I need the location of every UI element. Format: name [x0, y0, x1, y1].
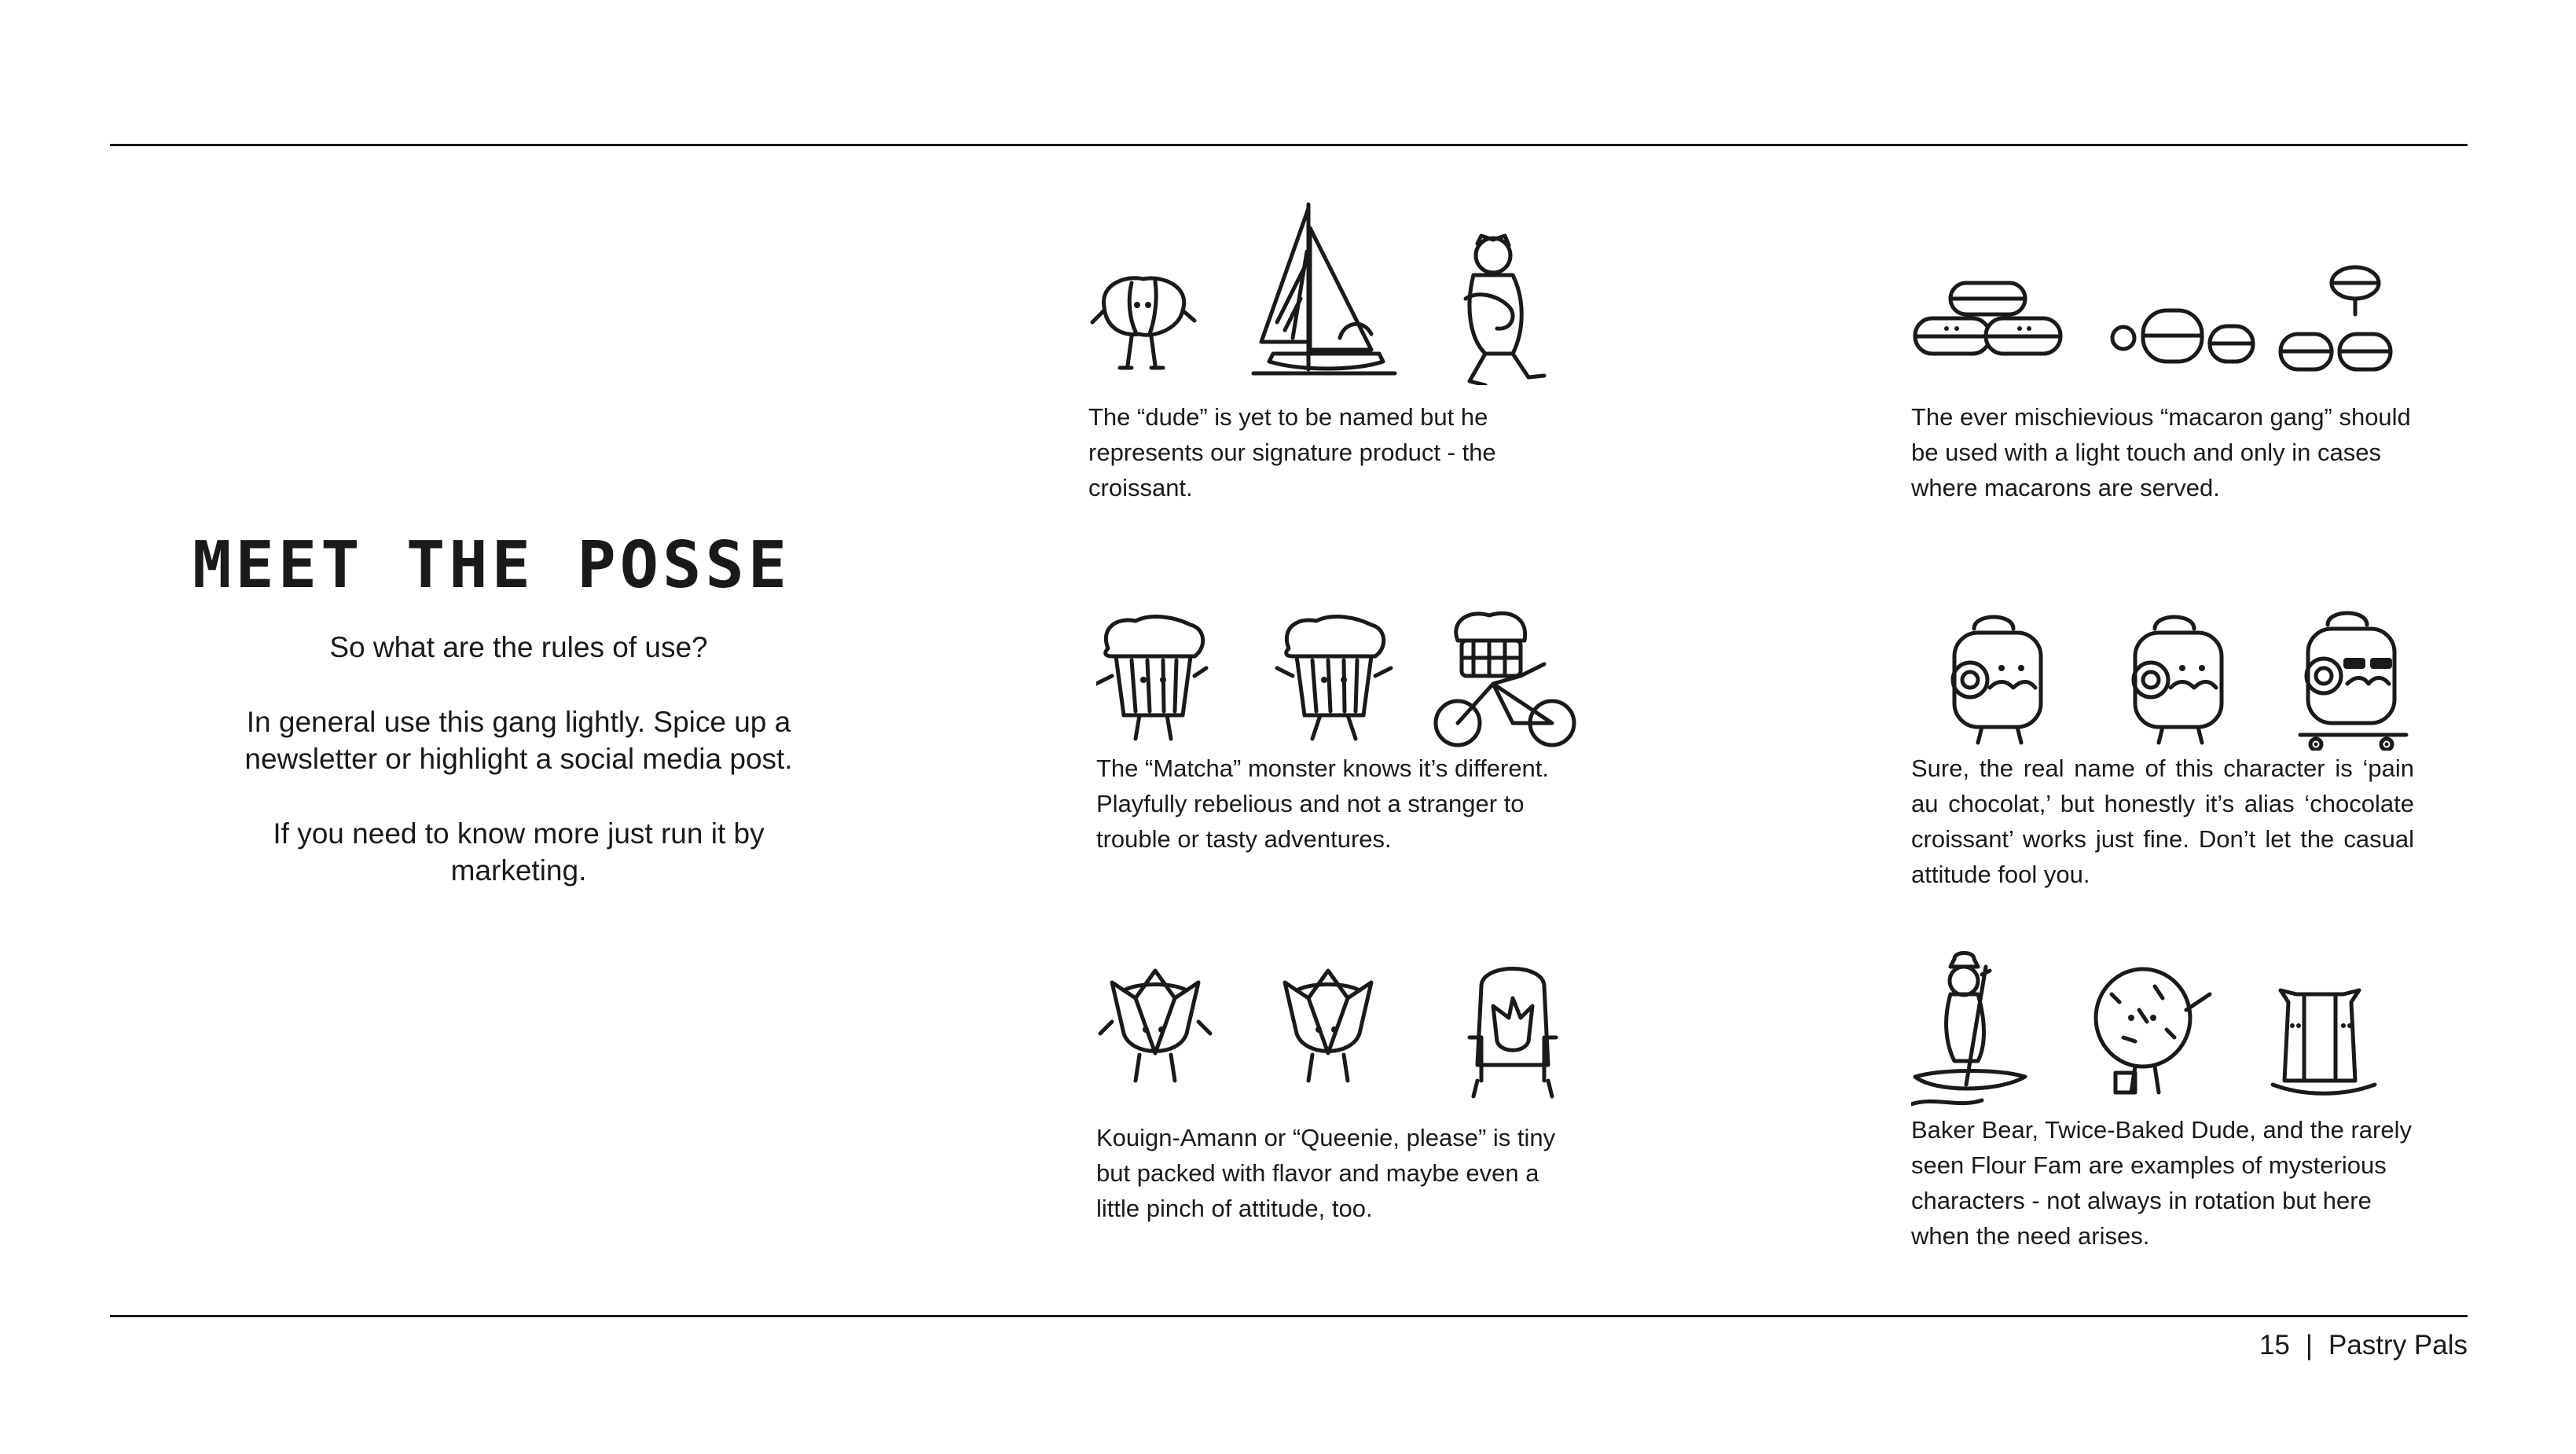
baker-bear-character-art: [1911, 947, 2414, 1112]
mysterious-caption: Baker Bear, Twice-Baked Dude, and the rarely seen Flour Fam are examples of mysterious characters - not always in rotation but here when the need arises.: [1911, 1116, 2412, 1250]
intro-guidance: In general use this gang lightly. Spice up a newsletter or highlight a social media post.: [244, 706, 793, 775]
macaron-character-icon: [1911, 196, 2414, 385]
croissant-character-art: [1088, 196, 1583, 385]
top-rule: [110, 144, 2468, 146]
croissant-character-icon: [1088, 196, 1583, 385]
character-card-croissant: [1088, 196, 1583, 505]
pain-au-chocolat-character-art: [1911, 605, 2414, 751]
character-card-kouign-amann: [1096, 963, 1583, 1226]
macaron-character-art: [1911, 196, 2414, 385]
kouign-amann-character-icon: [1096, 963, 1583, 1112]
page-footer: [2259, 1330, 2468, 1361]
footer-separator: |: [2305, 1330, 2313, 1360]
page-heading: MEET THE POSSE: [193, 528, 791, 603]
matcha-muffin-character-art: [1096, 605, 1583, 751]
page-number: 15: [2259, 1330, 2290, 1360]
croissant-caption: The “dude” is yet to be named but he represents our signature product - the croissant.: [1088, 403, 1496, 501]
intro-question: So what are the rules of use?: [329, 631, 708, 663]
character-card-matcha: [1096, 605, 1583, 857]
character-card-pain-au-chocolat: [1911, 605, 2414, 892]
character-card-mysterious: [1911, 947, 2414, 1254]
intro-text: [244, 629, 794, 927]
intro-marketing: If you need to know more just run it by marketing.: [273, 817, 765, 887]
macaron-caption: The ever mischievious “macaron gang” should be used with a light touch and only in cases where macarons are served.: [1911, 403, 2411, 501]
character-card-macaron: [1911, 196, 2414, 505]
baker-bear-character-icon: [1911, 947, 2414, 1112]
pain-au-chocolat-caption: Sure, the real name of this character is ‘pain au chocolat,’ but honestly it’s alias ‘chocolate croissant’ works just fine. Don’t let the casual attitude fool you.: [1911, 755, 2414, 888]
matcha-muffin-character-icon: [1096, 605, 1583, 751]
kouign-amann-character-art: [1096, 963, 1583, 1112]
pain-au-chocolat-character-icon: [1911, 605, 2414, 751]
bottom-rule: [110, 1315, 2468, 1317]
matcha-caption: The “Matcha” monster knows it’s different. Playfully rebelious and not a stranger to trouble or tasty adventures.: [1096, 755, 1550, 853]
document-title: Pastry Pals: [2328, 1330, 2468, 1360]
kouign-amann-caption: Kouign-Amann or “Queenie, please” is tiny but packed with flavor and maybe even a little pinch of attitude, too.: [1096, 1124, 1556, 1222]
